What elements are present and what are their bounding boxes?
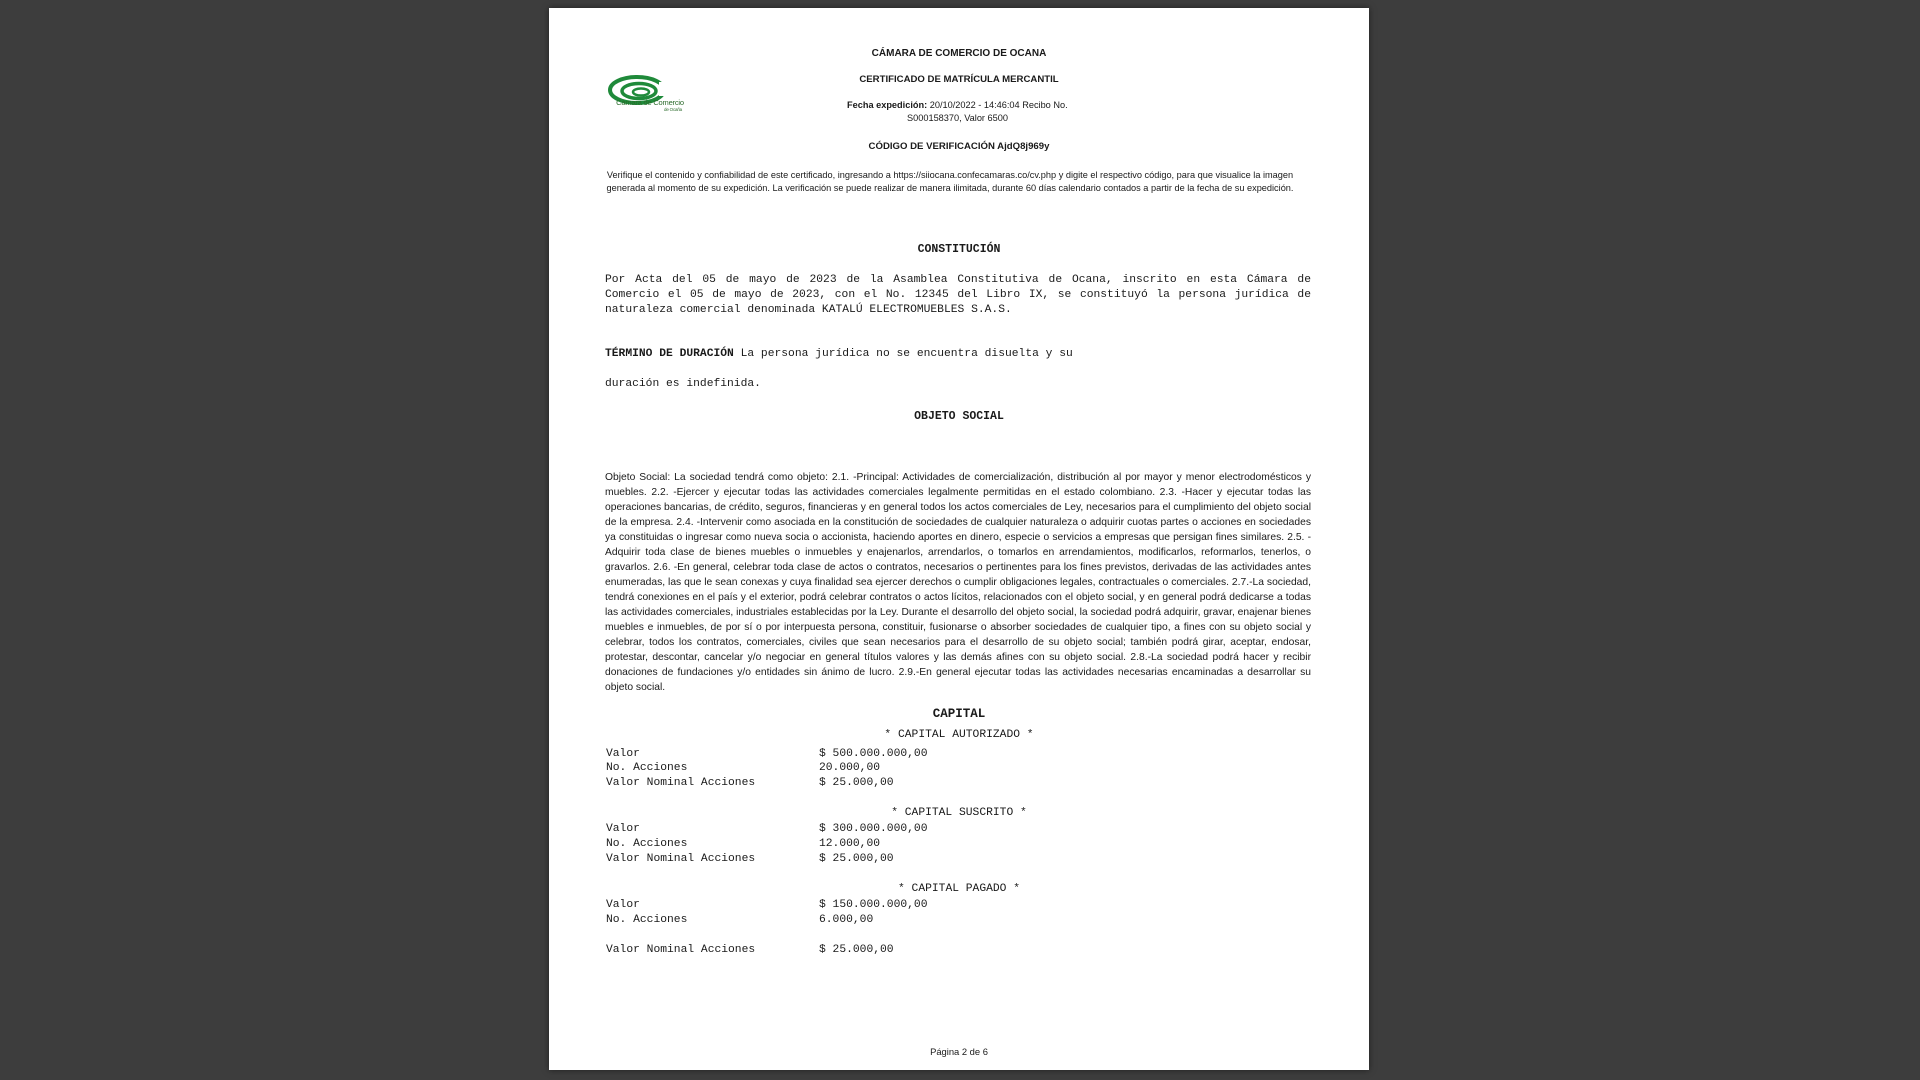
autorizado-nominal-label: Valor Nominal Acciones	[606, 777, 756, 789]
pagado-nominal-value: $ 25.000,00	[819, 944, 894, 956]
suscrito-acciones-value: 12.000,00	[819, 838, 881, 850]
termino-label: TÉRMINO DE DURACIÓN	[605, 348, 734, 360]
constitucion-heading: CONSTITUCIÓN	[917, 243, 1001, 256]
issue-date-value: 20/10/2022 - 14:46:04 Recibo No.	[929, 100, 1068, 110]
logo-text: Cámara de Comercio	[616, 98, 684, 107]
suscrito-valor-label: Valor	[606, 823, 640, 835]
pagado-valor-label: Valor	[606, 899, 640, 911]
logo-caption	[605, 98, 695, 112]
document-page	[549, 8, 1369, 1070]
suscrito-valor-value: $ 300.000.000,00	[819, 823, 928, 835]
suscrito-nominal-label: Valor Nominal Acciones	[606, 853, 756, 865]
verification-code: CÓDIGO DE VERIFICACIÓN AjdQ8j969y	[868, 141, 1050, 152]
objeto-text: Objeto Social: La sociedad tendrá como objeto: 2.1. -Principal: Actividades de comercialización, distribución al por mayor y menor electrodomésticos y muebles. 2.2. -Ejercer y ejecutar todas las actividades comerciales legalmente permitidas en el estado colombiano. 2.3. -Hacer y ejecutar todas las operaciones bancarias, de crédito, seguros, financieras y en general todos los actos comerciales de Ley, necesarios para el cumplimiento del objeto social de la empresa. 2.4. -Intervenir como asociada en la constitución de sociedades de cualquier naturaleza o adquirir cuotas partes o acciones en sociedades ya constituidas o ingresar como nueva socia o accionista, haciendo aportes en dinero, especie o servicios a empresas que persigan fines similares. 2.5. -Adquirir toda clase de bienes muebles o inmuebles y enajenarlos, arrendarlos, o tomarlos en arrendamientos, modificarlos, reformarlos, tenerlos, o gravarlos. 2.6. -En general, celebrar toda clase de actos o contratos, necesarios o pertinentes para los fines previstos, derivadas de las actividades antes enumeradas, las que le sean conexas y cuya finalidad sea ejercer derechos o cumplir obligaciones legales, contractuales o comerciales. 2.7.-La sociedad, tendrá conexiones en el país y el exterior, podrá celebrar contratos o actos lícitos, relacionados con el objeto social, y en general podrá dedicarse a todas las actividades comerciales, industriales establecidas por la Ley. Durante el desarrollo del objeto social, la sociedad podrá adquirir, gravar, enajenar bienes muebles e inmuebles, de por sí o por interpuesta persona, constituir, fusionarse o absorber sociedades de cualquier tipo, a fines con su objeto social y celebrar, todos los contratos, comerciales, civiles que sean necesarios para el desarrollo de su objeto social; también podrá girar, aceptar, endosar, protestar, descontar, cancelar y/o negociar en general títulos valores y las demás afines con su objeto social. 2.8.-La sociedad podrá hacer y recibir donaciones de fundaciones y/o entidades sin ánimo de lucro. 2.9.-En general ejecutar todas las actividades necesarias encaminadas a desarrollar su objeto social.	[605, 472, 1311, 693]
pagado-valor-value: $ 150.000.000,00	[819, 899, 928, 911]
pagado-nominal-label: Valor Nominal Acciones	[606, 944, 756, 956]
termino-text: La persona jurídica no se encuentra disuelta y su	[740, 348, 1073, 360]
issue-date-line	[847, 100, 1068, 110]
organization-name: CÁMARA DE COMERCIO DE OCANA	[871, 48, 1047, 59]
autorizado-acciones-label: No. Acciones	[606, 762, 688, 774]
pagado-acciones-value: 6.000,00	[819, 914, 874, 926]
certificate-title: CERTIFICADO DE MATRÍCULA MERCANTIL	[859, 74, 1059, 85]
autorizado-valor-label: Valor	[606, 748, 640, 760]
issue-date-label: Fecha expedición:	[847, 100, 928, 110]
capital-heading: CAPITAL	[932, 707, 986, 721]
constitucion-text: Por Acta del 05 de mayo de 2023 de la Asamblea Constitutiva de Ocana, inscrito en esta Cámara de Comercio el 05 de mayo de 2023, con el No. 12345 del Libro IX, se constituyó la persona jurídica de naturaleza comercial denominada KATALÚ ELECTROMUEBLES S.A.S.	[605, 274, 1311, 316]
capital-pagado-heading: * CAPITAL PAGADO *	[897, 883, 1021, 895]
capital-suscrito-heading: * CAPITAL SUSCRITO *	[891, 807, 1027, 819]
termino-text-continued: duración es indefinida.	[605, 378, 761, 390]
autorizado-acciones-value: 20.000,00	[819, 762, 881, 774]
verification-instructions: Verifique el contenido y confiabilidad de este certificado, ingresando a https://siiocana.confecamaras.co/cv.php y digite el respectivo código, para que visualice la imagen generada al momento de su expedición. La verificación se puede realizar de manera ilimitada, durante 60 días calendario contados a partir de la fecha de su expedición.	[606, 170, 1294, 193]
autorizado-valor-value: $ 500.000.000,00	[819, 748, 928, 760]
pagado-acciones-label: No. Acciones	[606, 914, 688, 926]
suscrito-acciones-label: No. Acciones	[606, 838, 688, 850]
page-number: Página 2 de 6	[930, 1046, 988, 1057]
capital-autorizado-heading: * CAPITAL AUTORIZADO *	[884, 729, 1034, 741]
logo-subtext: de Ocaña	[664, 107, 682, 112]
receipt-value: S000158370, Valor 6500	[907, 113, 1008, 123]
objeto-heading: OBJETO SOCIAL	[914, 410, 1004, 423]
suscrito-nominal-value: $ 25.000,00	[819, 853, 894, 865]
autorizado-nominal-value: $ 25.000,00	[819, 777, 894, 789]
termino-line	[605, 348, 1073, 360]
